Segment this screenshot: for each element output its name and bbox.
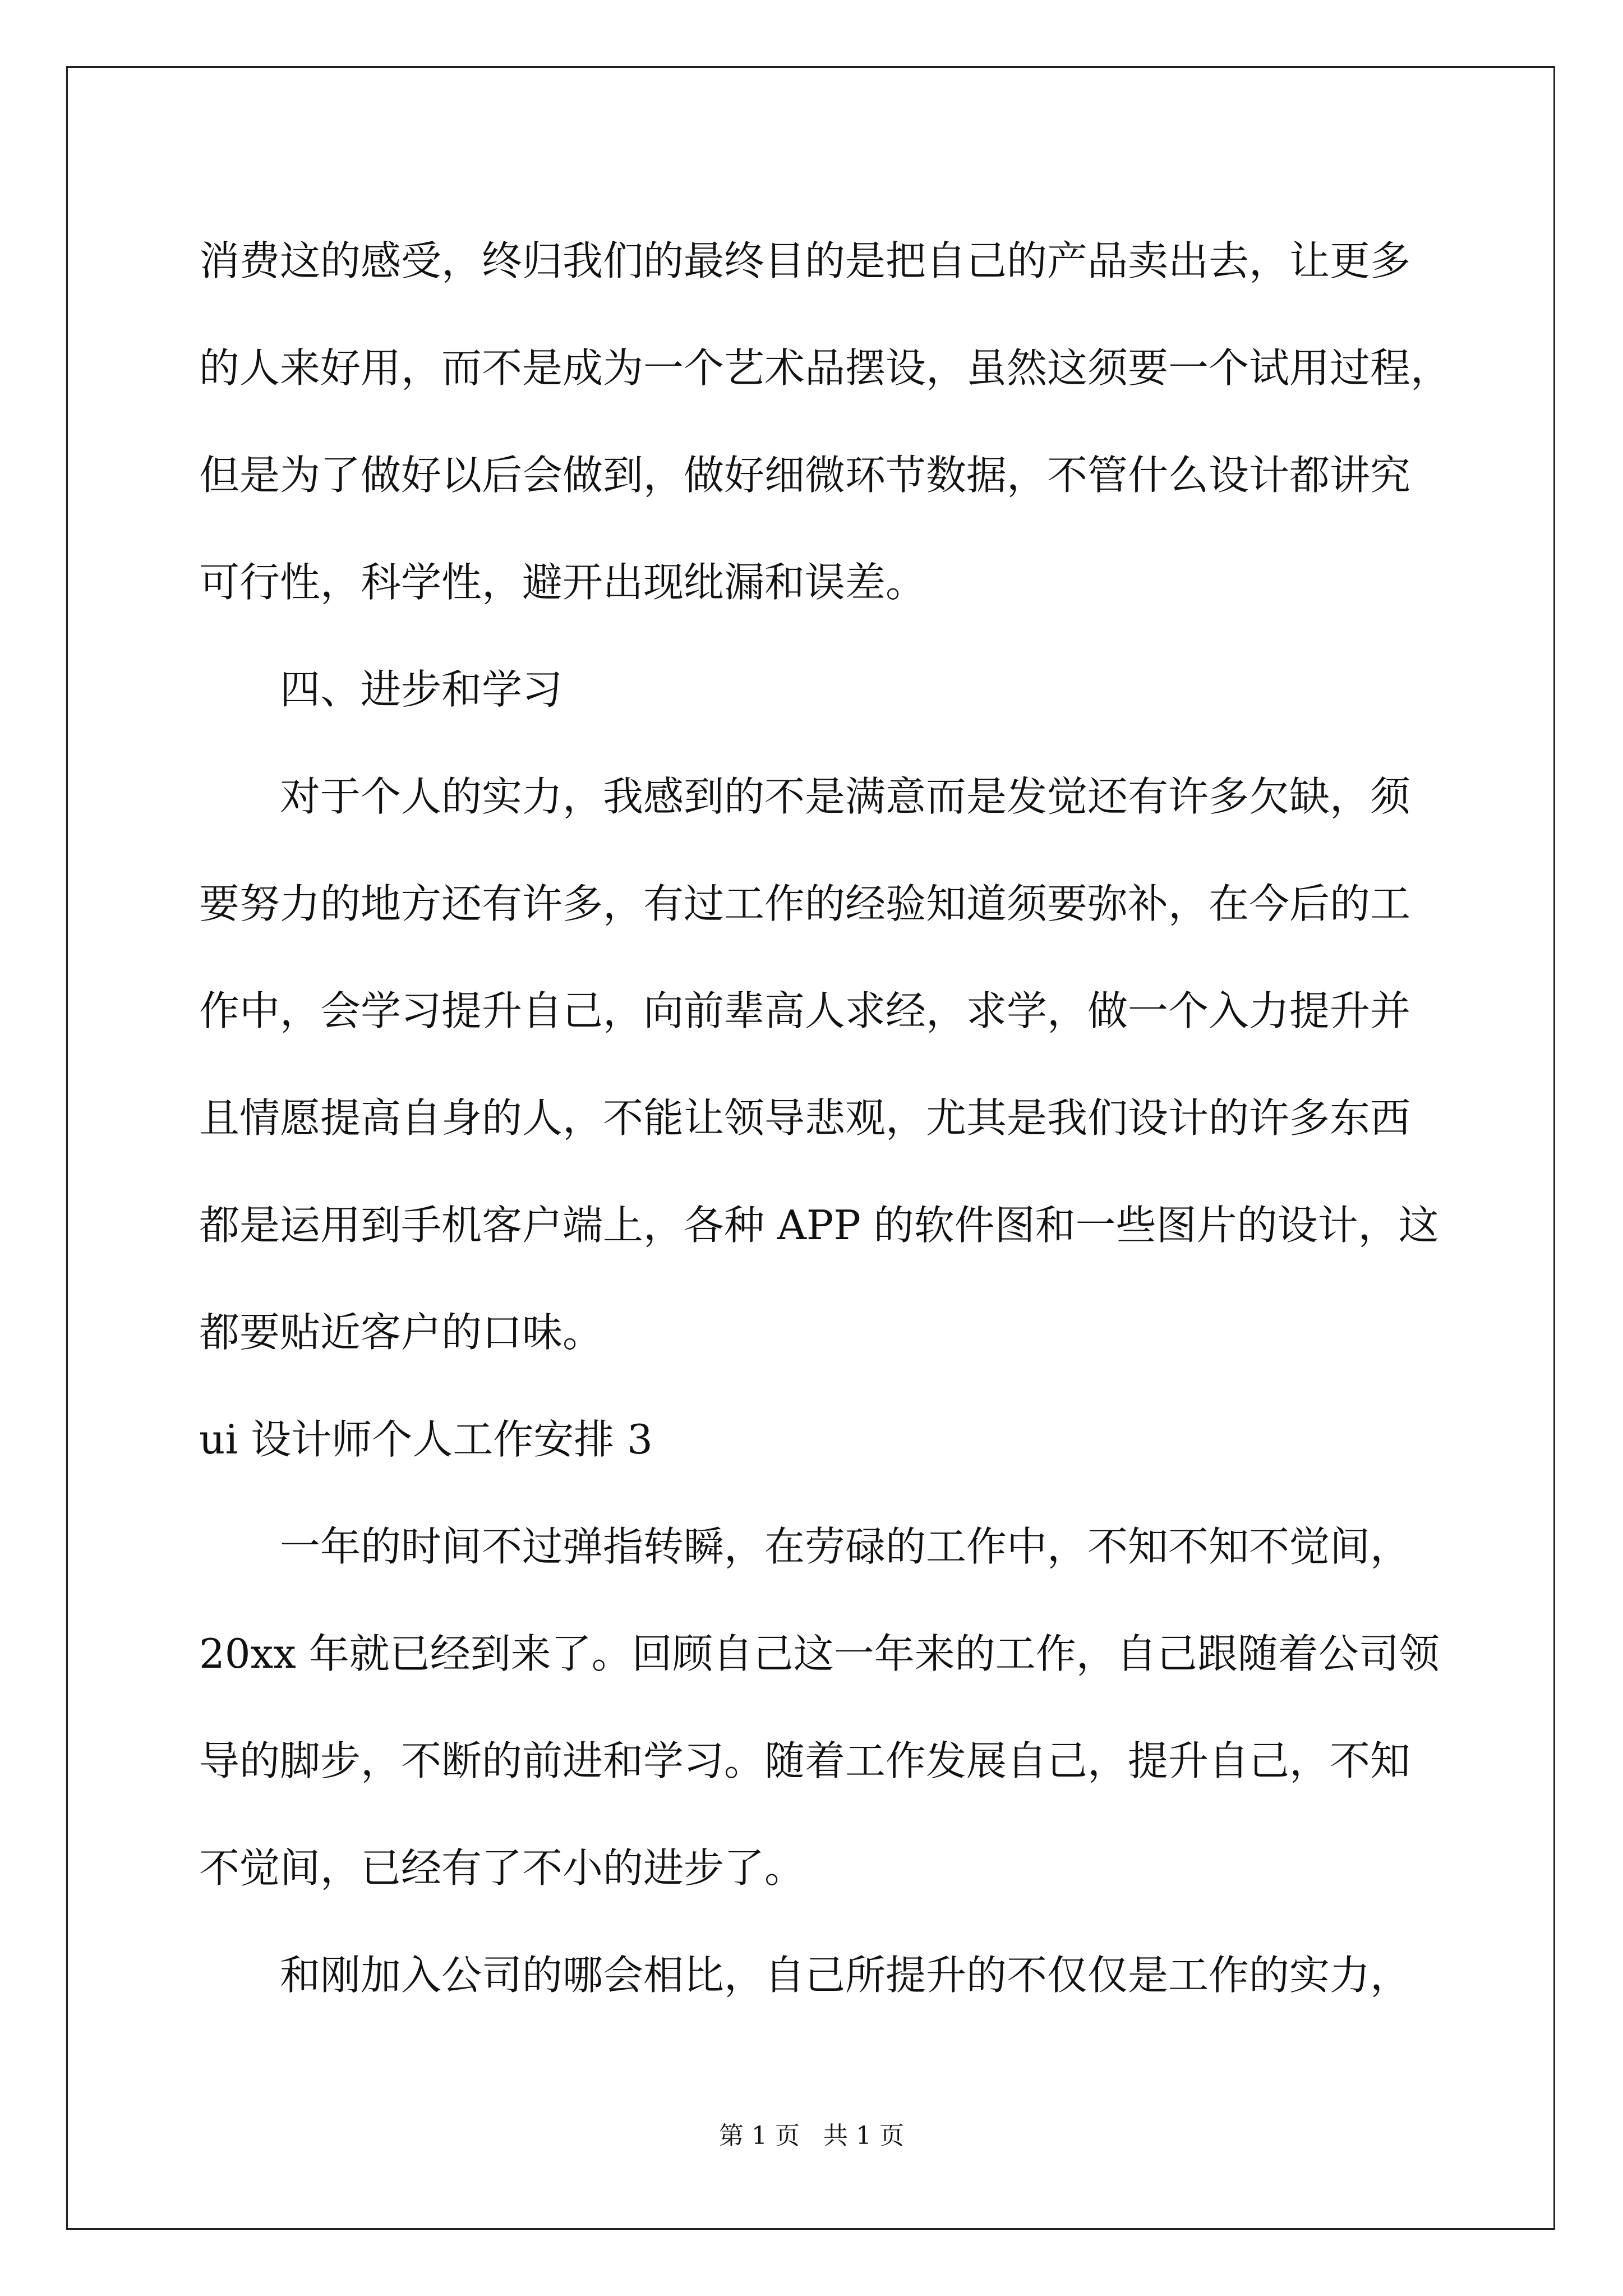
text-line: 对于个人的实力，我感到的不是满意而是发觉还有许多欠缺，须 — [280, 773, 1411, 820]
text-line: 一年的时间不过弹指转瞬，在劳碌的工作中，不知不知不觉间， — [280, 1523, 1411, 1570]
text-line: 要努力的地方还有许多，有过工作的经验知道须要弥补，在今后的工 — [199, 880, 1411, 927]
text-line: 都是运用到手机客户端上，各种 APP 的软件图和一些图片的设计，这 — [199, 1202, 1439, 1249]
text-line: 但是为了做好以后会做到，做好细微环节数据，不管什么设计都讲究 — [199, 452, 1411, 499]
text-line: 且情愿提高自身的人，不能让领导悲观，尤其是我们设计的许多东西 — [199, 1094, 1411, 1142]
section-heading: 四、进步和学习 — [280, 666, 563, 713]
text-line: 的人来好用，而不是成为一个艺术品摆设，虽然这须要一个试用过程， — [199, 344, 1451, 392]
text-line: 和刚加入公司的哪会相比，自己所提升的不仅仅是工作的实力， — [280, 1952, 1411, 1999]
text-line: 导的脚步，不断的前进和学习。随着工作发展自己，提升自己，不知 — [199, 1737, 1411, 1784]
text-line: 消费这的感受，终归我们的最终目的是把自己的产品卖出去，让更多 — [199, 237, 1411, 284]
page-number-footer: 第 1 页 共 1 页 — [719, 2122, 904, 2150]
document-heading: ui 设计师个人工作安排 3 — [199, 1416, 653, 1463]
text-line: 可行性，科学性，避开出现纰漏和误差。 — [199, 559, 926, 606]
text-line: 都要贴近客户的口味。 — [199, 1309, 603, 1356]
text-line: 20xx 年就已经到来了。回顾自己这一年来的工作，自己跟随着公司领 — [199, 1630, 1440, 1677]
document-body — [199, 208, 1451, 2029]
text-line: 作中，会学习提升自己，向前辈高人求经，求学，做一个入力提升并 — [199, 987, 1411, 1034]
text-line: 不觉间，已经有了不小的进步了。 — [199, 1844, 805, 1892]
